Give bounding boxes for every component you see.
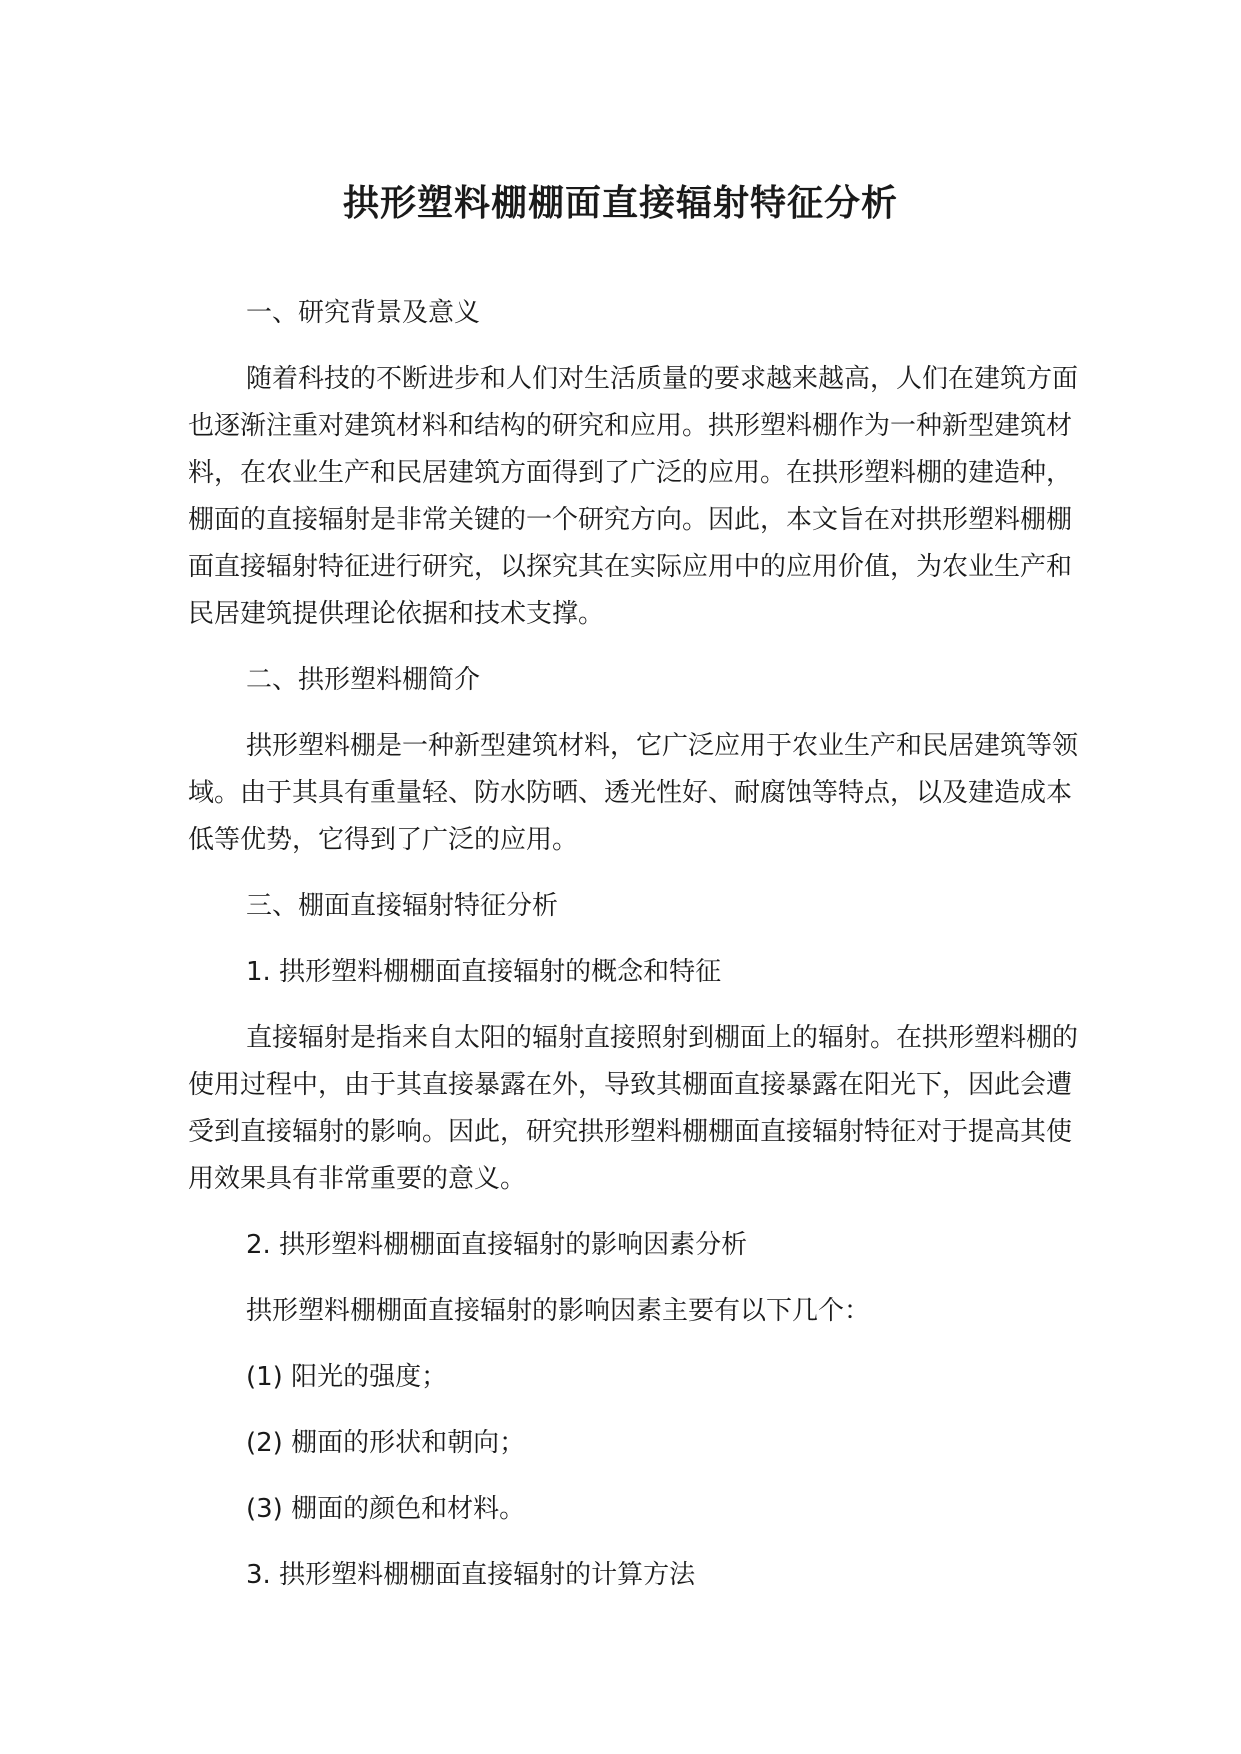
document-title: 拱形塑料棚棚面直接辐射特征分析	[342, 183, 898, 224]
section-paragraph-2: 拱形塑料棚是一种新型建筑材料，它广泛应用于农业生产和民居建筑等领域。由于其具有重量轻、防水防晒、透光性好、耐腐蚀等特点，以及建造成本低等优势，它得到了广泛的应用。	[188, 731, 1079, 855]
list-item: (2) 棚面的形状和朝向；	[246, 1428, 526, 1458]
subsection-heading-3-2: 2. 拱形塑料棚棚面直接辐射的影响因素分析	[246, 1230, 748, 1260]
section-heading-3: 三、棚面直接辐射特征分析	[246, 891, 559, 921]
document-body	[188, 290, 1088, 1618]
subsection-heading-3-3: 3. 拱形塑料棚棚面直接辐射的计算方法	[246, 1560, 696, 1590]
list-item: (1) 阳光的强度；	[246, 1362, 448, 1392]
list-item: (3) 棚面的颜色和材料。	[246, 1494, 526, 1524]
section-paragraph-1: 随着科技的不断进步和人们对生活质量的要求越来越高，人们在建筑方面也逐渐注重对建筑材料和结构的研究和应用。拱形塑料棚作为一种新型建筑材料，在农业生产和民居建筑方面得到了广泛的应用。在拱形塑料棚的建造种，棚面的直接辐射是非常关键的一个研究方向。因此，本文旨在对拱形塑料棚棚面直接辐射特征进行研究，以探究其在实际应用中的应用价值，为农业生产和民居建筑提供理论依据和技术支撑。	[188, 364, 1079, 629]
subsection-heading-3-1: 1. 拱形塑料棚棚面直接辐射的概念和特征	[246, 957, 722, 987]
section-heading-1: 一、研究背景及意义	[246, 298, 481, 328]
subsection-intro-3-2: 拱形塑料棚棚面直接辐射的影响因素主要有以下几个：	[246, 1296, 871, 1326]
subsection-paragraph-3-1: 直接辐射是指来自太阳的辐射直接照射到棚面上的辐射。在拱形塑料棚的使用过程中，由于其直接暴露在外，导致其棚面直接暴露在阳光下，因此会遭受到直接辐射的影响。因此，研究拱形塑料棚棚面直接辐射特征对于提高其使用效果具有非常重要的意义。	[188, 1023, 1079, 1194]
section-heading-2: 二、拱形塑料棚简介	[246, 665, 481, 695]
